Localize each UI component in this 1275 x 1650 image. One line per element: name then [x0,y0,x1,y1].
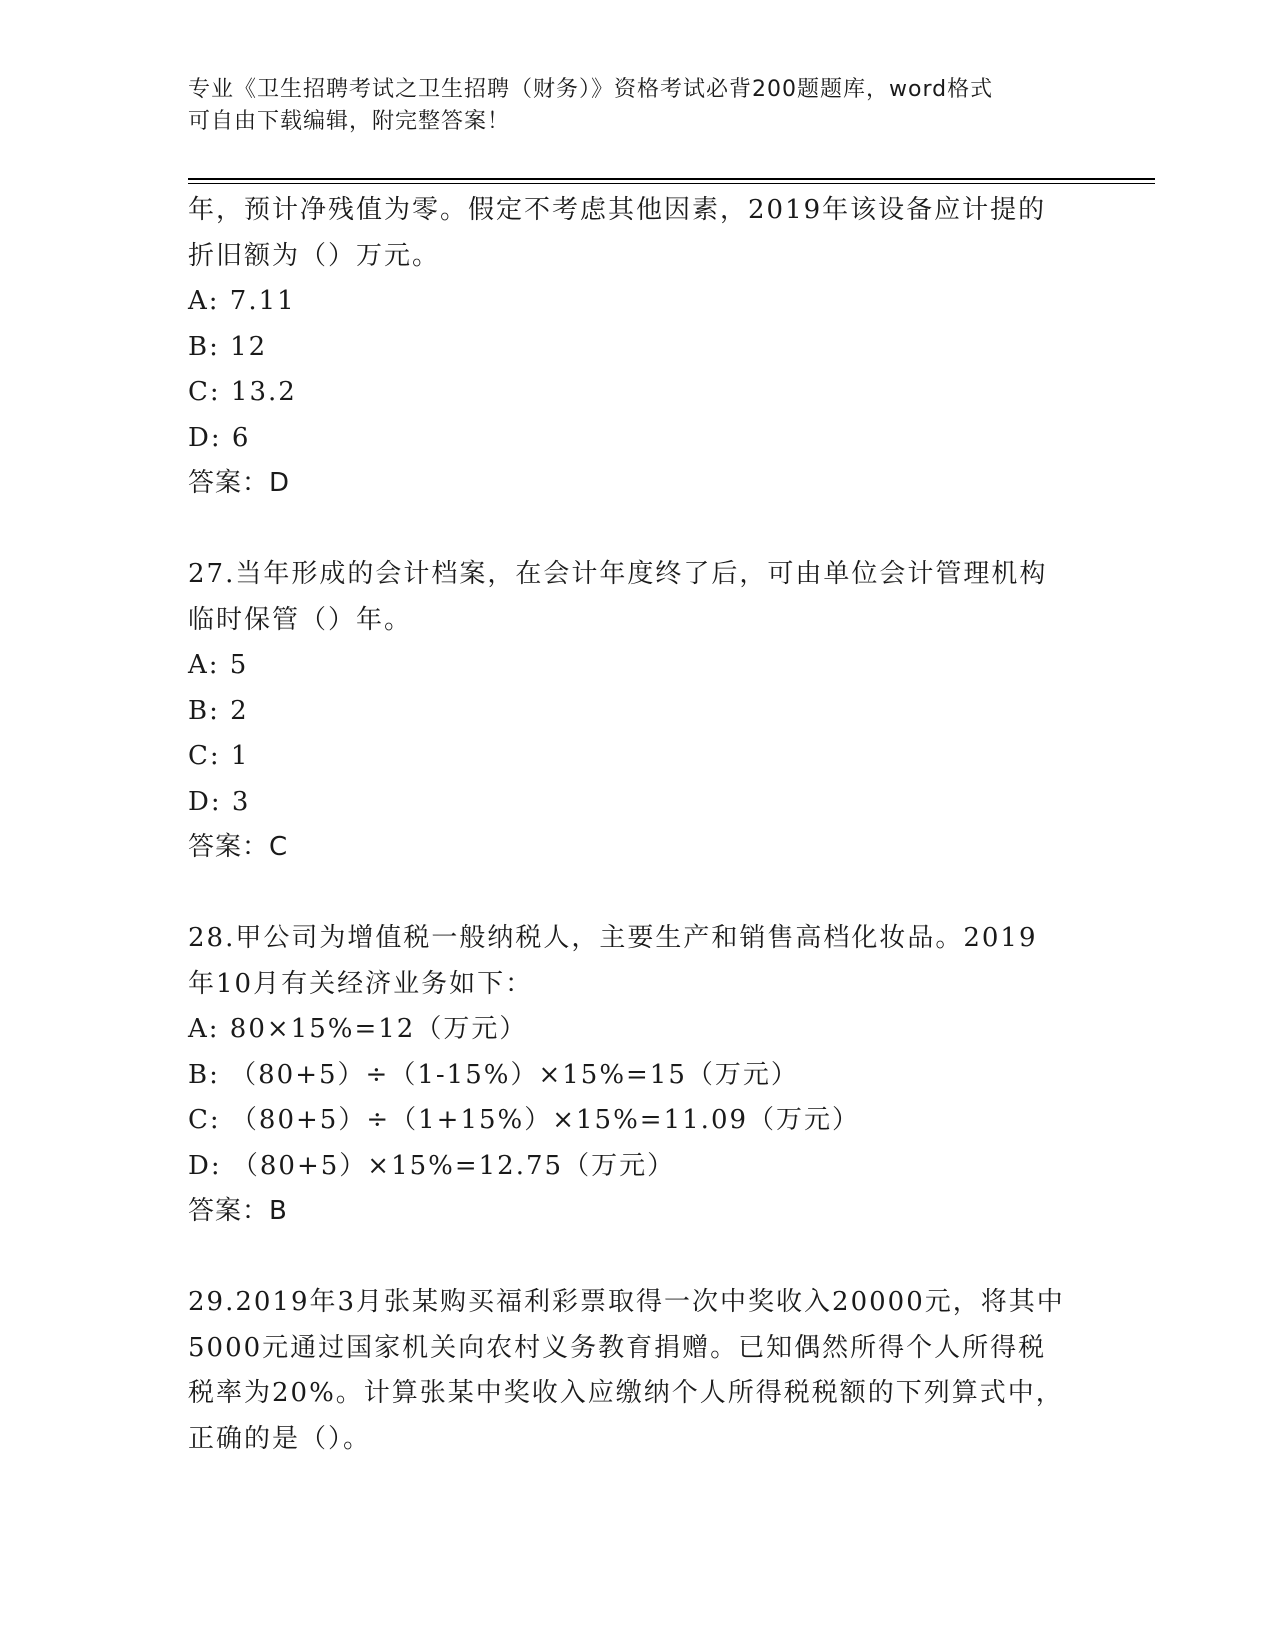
option-d: D: 6 [188,422,251,453]
option-d: D: （80+5）×15%=12.75（万元） [188,1150,676,1181]
option-b: B: 12 [188,331,268,362]
option-c: C: 1 [188,741,250,771]
header-rule-thick [188,178,1155,180]
spacer [188,871,1088,917]
question-stem: 27.当年形成的会计档案，在会计年度终了后，可由单位会计管理机构 [188,559,1048,589]
question-29 [188,1280,1088,1462]
question-stem: 28.甲公司为增值税一般纳税人，主要生产和销售高档化妆品。2019 [188,923,1038,953]
option-c: C: （80+5）÷（1+15%）×15%=11.09（万元） [188,1105,861,1135]
option-d: D: 3 [188,786,251,817]
question-stem: 5000元通过国家机关向农村义务教育捐赠。已知偶然所得个人所得税 [188,1332,1047,1363]
header-line-1: 专业《卫生招聘考试之卫生招聘（财务）》资格考试必背200题题库，word格式 [188,77,994,102]
answer-label: 答案：B [188,1196,288,1226]
option-b: B: 2 [188,695,249,726]
question-stem: 年，预计净残值为零。假定不考虑其他因素，2019年该设备应计提的 [188,195,1047,225]
answer-label: 答案：C [188,832,289,862]
question-26 [188,188,1088,507]
question-stem: 税率为20%。计算张某中奖收入应缴纳个人所得税税额的下列算式中， [188,1378,1064,1408]
option-a: A: 5 [188,650,249,680]
page-header [188,74,1068,138]
spacer [188,1235,1088,1281]
question-stem: 年10月有关经济业务如下： [188,968,534,999]
question-27 [188,552,1088,871]
option-a: A: 7.11 [188,286,296,316]
question-stem: 折旧额为（）万元。 [188,240,441,271]
option-c: C: 13.2 [188,377,297,407]
answer-label: 答案：D [188,468,291,498]
option-a: A: 80×15%=12（万元） [188,1014,528,1044]
question-stem: 临时保管（）年。 [188,604,413,635]
question-stem: 29.2019年3月张某购买福利彩票取得一次中奖收入20000元，将其中 [188,1287,1065,1317]
question-stem: 正确的是（）。 [188,1423,372,1454]
option-b: B: （80+5）÷（1-15%）×15%=15（万元） [188,1059,799,1090]
header-rule-thin [188,183,1155,184]
question-28 [188,916,1088,1235]
document-body [188,188,1088,1462]
header-line-2: 可自由下载编辑，附完整答案！ [188,109,511,134]
spacer [188,507,1088,553]
